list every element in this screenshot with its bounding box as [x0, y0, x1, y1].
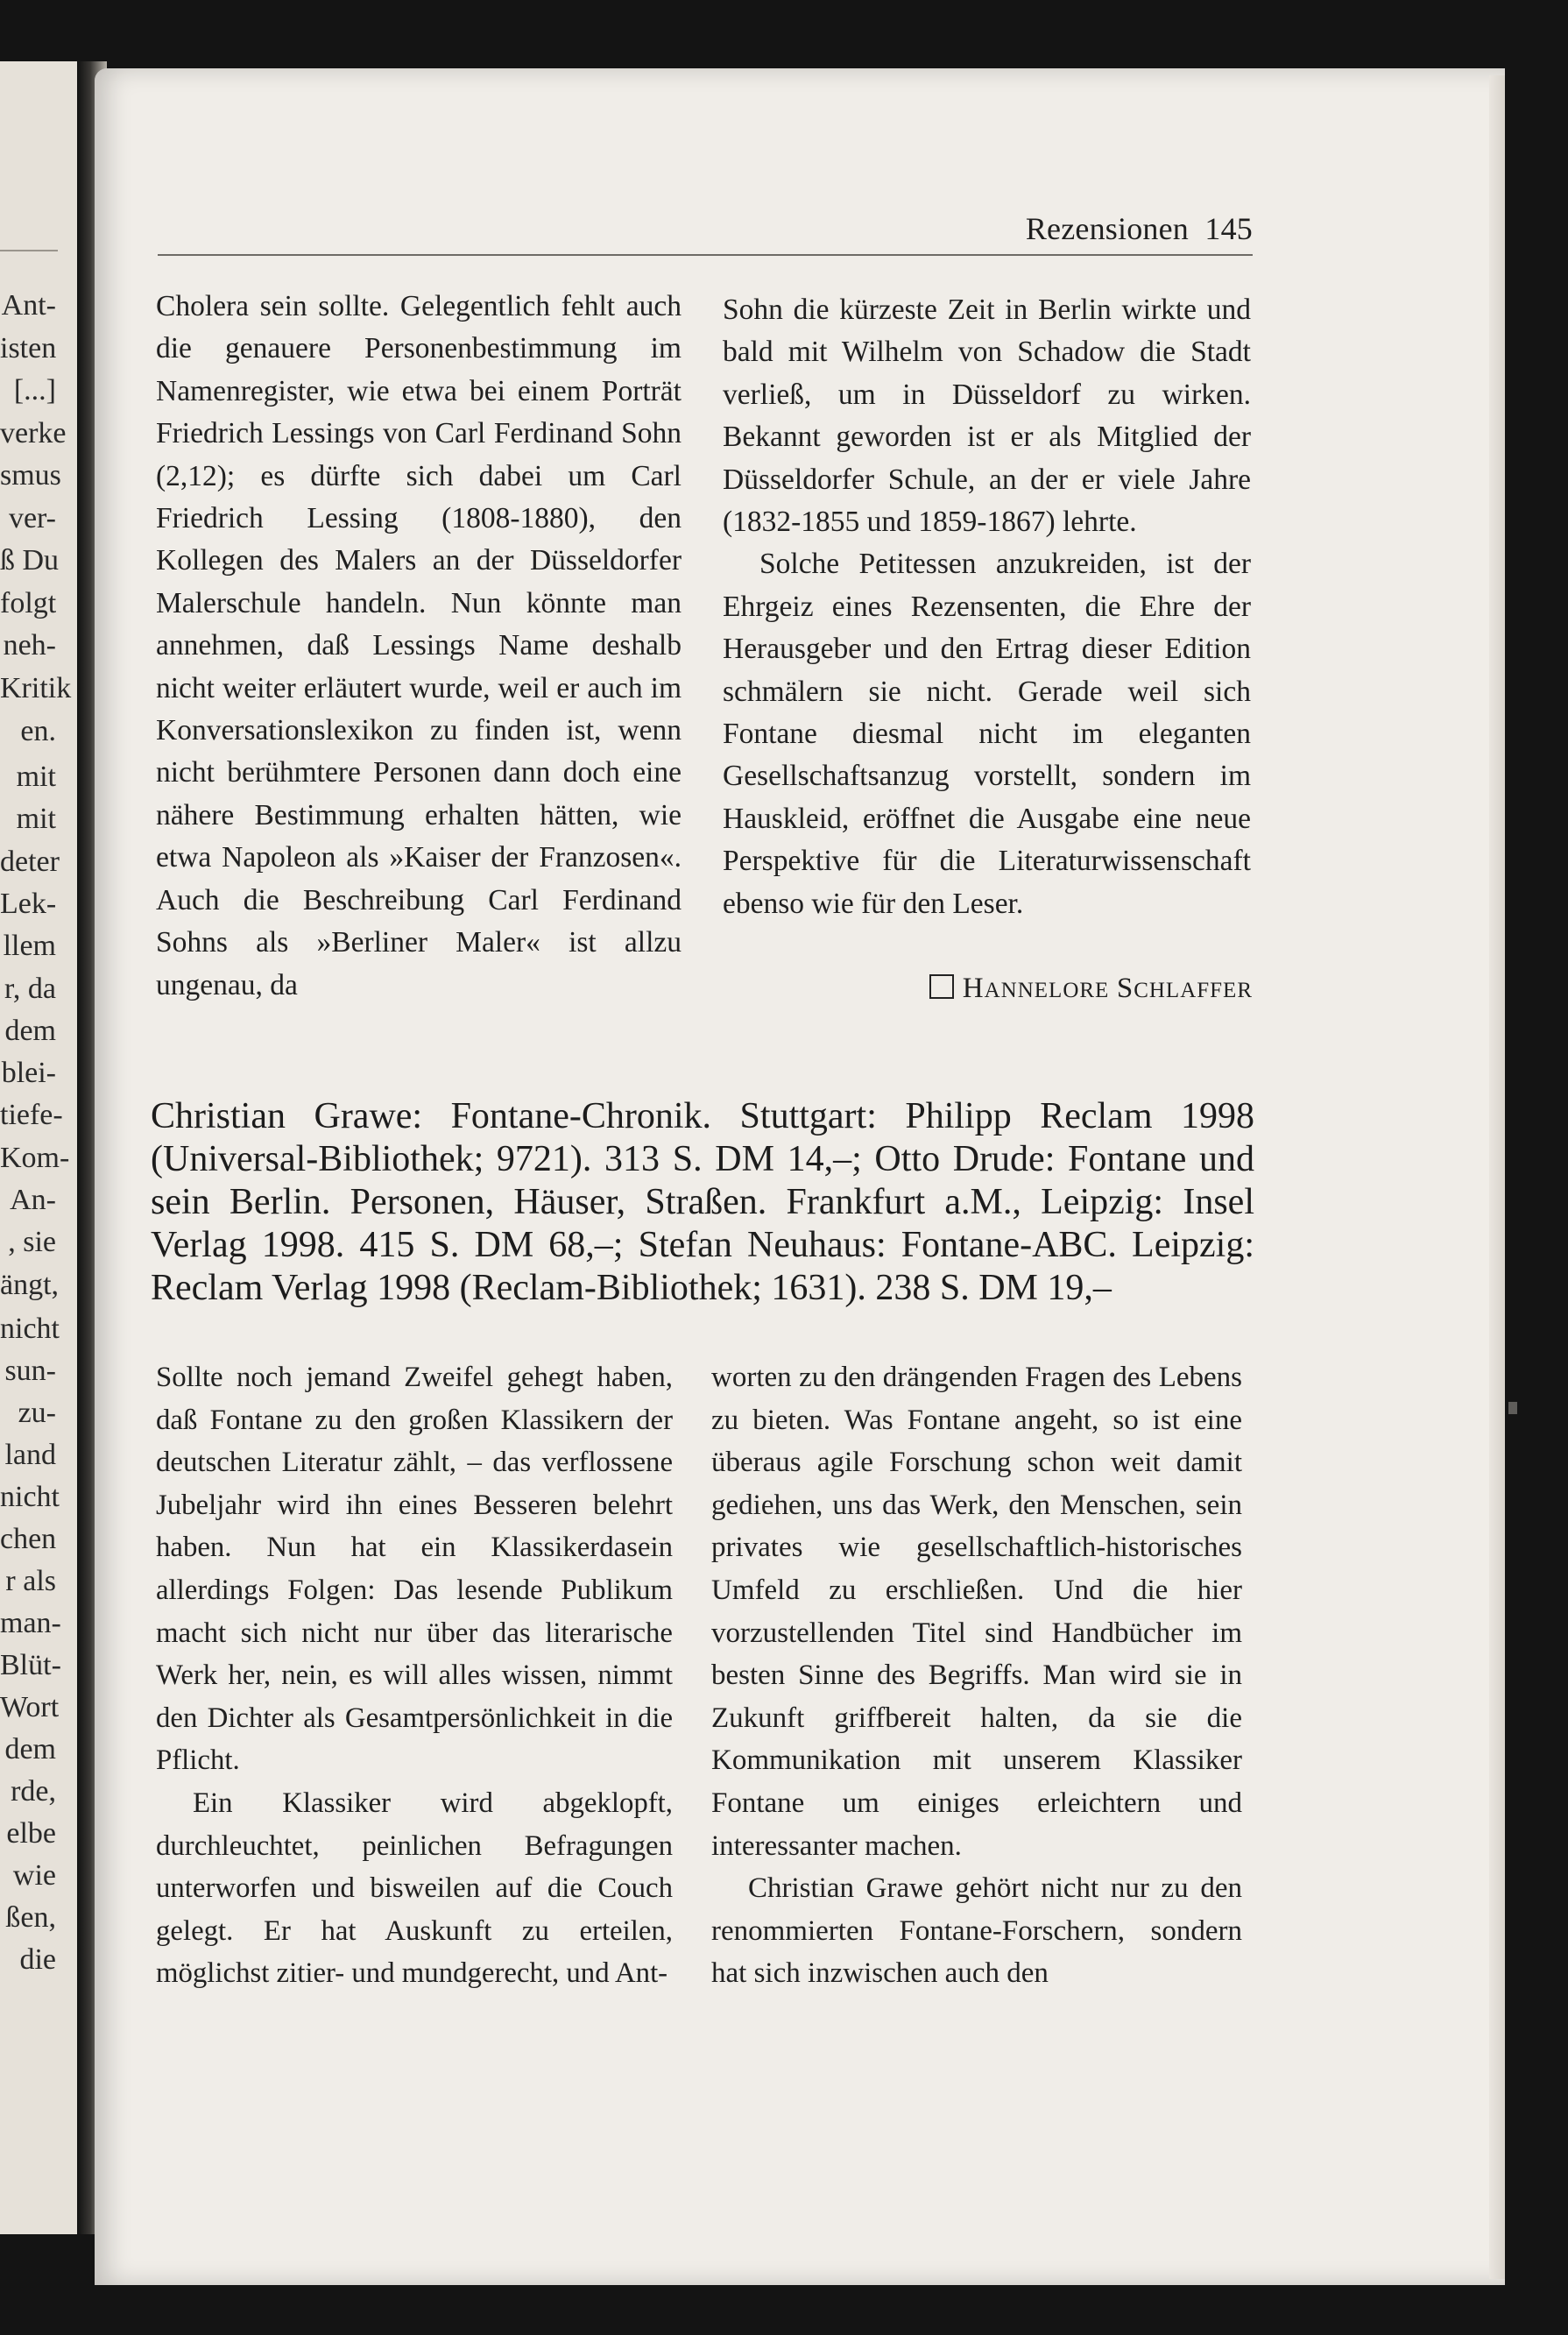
review-2-column-right — [711, 1356, 1242, 1995]
review-2-column-left — [156, 1356, 673, 1995]
previous-page-line-fragment: Kritik — [0, 671, 72, 704]
previous-page-line-fragment: land — [4, 1439, 56, 1471]
previous-page-line-fragment: llem — [3, 930, 56, 963]
previous-page-line-fragment: blei- — [1, 1057, 56, 1090]
previous-page-line-fragment: dem — [4, 1014, 56, 1047]
previous-page-line-fragment: [...] — [13, 374, 56, 407]
review-2-paragraph: worten zu den drängenden Fragen des Lebens zu bieten. Was Fontane angeht, so ist eine überaus agile Forschung schon weit damit gediehen, uns das Werk, den Menschen, sein privates wie gesellschaftlich-historisches Umfeld zu erschließen. Und die hier vorzustellenden Titel sind Handbücher im besten Sinne des Begriffs. Man wird sie in Zukunft griffbereit halten, da sie die Kommunikation mit unserem Klassiker Fontane um einiges erleichtern und interessanter machen. — [711, 1362, 1242, 1862]
previous-page-line-fragment: dem — [4, 1733, 56, 1765]
review-1-paragraph: Sohn die kürzeste Zeit in Berlin wirkte und bald mit Wilhelm von Schadow die Stadt verließ, um in Düsseldorf zu wirken. Bekannt geworden ist er als Mitglied der Düsseldorfer Schule, an der er viele Jahre (1832-1855 und 1859-1867) lehrte. — [723, 294, 1251, 539]
review-1-column-left — [156, 286, 682, 1007]
page-number: 145 — [1204, 211, 1253, 246]
previous-page-line-fragment: , sie — [8, 1226, 56, 1259]
previous-page-line-fragment: Lek- — [0, 887, 57, 920]
page-edge-mark — [1508, 1402, 1517, 1414]
previous-page-line-fragment: ver- — [8, 501, 56, 534]
page-edge — [1489, 75, 1505, 2279]
square-box-icon — [929, 974, 954, 999]
previous-page-line-fragment: man- — [0, 1607, 61, 1639]
previous-page-header-rule — [0, 250, 58, 251]
previous-page-line-fragment: neh- — [3, 629, 56, 662]
previous-page-line-fragment: r als — [5, 1565, 56, 1597]
reviewer-signature — [885, 973, 1253, 1005]
previous-page-line-fragment: die — [19, 1943, 56, 1976]
header-rule — [158, 254, 1253, 256]
previous-page-line-fragment: tiefe- — [0, 1099, 63, 1132]
previous-page-line-fragment: r, da — [4, 972, 56, 1005]
previous-page-line-fragment: elbe — [6, 1817, 56, 1850]
previous-page-line-fragment: wie — [12, 1859, 56, 1892]
previous-page-line-fragment: ß Du — [0, 544, 60, 577]
previous-page-line-fragment: verke — [0, 416, 67, 449]
previous-page-line-fragment: mit — [16, 761, 56, 793]
previous-page-line-fragment: nicht — [0, 1313, 60, 1345]
previous-page-line-fragment: sun- — [4, 1355, 56, 1387]
review-1-column-right — [723, 289, 1251, 925]
review-1-paragraph: Cholera sein sollte. Gelegentlich fehlt auch die genauere Personenbestimmung im Namenregister, wie etwa bei einem Porträt Friedrich Lessings von Carl Ferdinand Sohn (2,12); es dürfte sich dabei um Carl Friedrich Lessing (1808-1880), den Kollegen des Malers an der Düsseldorfer Malerschule handeln. Nun könnte man annehmen, daß Lessings Name deshalb nicht weiter erläutert wurde, weil er auch im Konversationslexikon zu finden ist, wenn nicht berühmtere Personen dann doch eine nähere Bestimmung erhalten hätten, wie etwa Napoleon als »Kaiser der Franzosen«. Auch die Beschreibung Carl Ferdinand Sohns als »Berliner Maler« ist allzu ungenau, da — [156, 290, 682, 1001]
previous-page-line-fragment: folgt — [0, 586, 57, 619]
previous-page-line-fragment: ßen, — [5, 1901, 56, 1934]
previous-page-line-fragment: en. — [20, 715, 56, 747]
review-2-paragraph: Ein Klassiker wird abgeklopft, durchleuchtet, peinlichen Befragungen unterworfen und bisweilen auf die Couch gelegt. Er hat Auskunft zu erteilen, möglichst zitier- und mundgerecht, und Ant- — [156, 1787, 673, 1990]
previous-page-line-fragment: deter — [0, 845, 60, 878]
review-2-title: Christian Grawe: Fontane-Chronik. Stuttgart: Philipp Reclam 1998 (Universal-Bibliothek; 9721). 313 S. DM 14,–; Otto Drude: Fontane und sein Berlin. Personen, Häuser, Straßen. Frankfurt a.M., Leipzig: Insel Verlag 1998. 415 S. DM 68,–; Stefan Neuhaus: Fontane-ABC. Leipzig: Reclam Verlag 1998 (Reclam-Bibliothek; 1631). 238 S. DM 19,– — [151, 1096, 1254, 1308]
review-1-paragraph: Solche Petitessen anzukreiden, ist der Ehrgeiz eines Rezensenten, die Ehre der Herausgeber und den Ertrag dieser Edition schmälern sie nicht. Gerade weil sich Fontane diesmal nicht im eleganten Gesellschaftsanzug vorstellt, sondern im Hauskleid, eröffnet die Ausgabe eine neue Perspektive für die Literaturwissenschaft ebenso wie für den Leser. — [723, 548, 1251, 920]
running-title: Rezensionen — [1025, 211, 1189, 246]
previous-page-line-fragment: Wort — [0, 1691, 60, 1723]
previous-page-line-fragment: rde, — [11, 1775, 56, 1808]
running-header — [1007, 210, 1253, 247]
reviewer-name: HANNELORE SCHLAFFER — [962, 973, 1253, 1004]
previous-page-line-fragment: chen — [0, 1523, 57, 1555]
previous-page-line-fragment: Ant- — [1, 289, 56, 322]
review-2-paragraph: Sollte noch jemand Zweifel gehegt haben, daß Fontane zu den großen Klassikern der deutschen Literatur zählt, – das verflossene Jubeljahr wird ihn eines Besseren belehrt haben. Nun hat ein Klassikerdasein allerdings Folgen: Das lesende Publikum macht sich nicht nur über das literarische Werk her, nein, es will alles wissen, nimmt den Dichter als Gesamtpersönlichkeit in die Pflicht. — [156, 1362, 673, 1777]
previous-page-line-fragment: An- — [10, 1184, 56, 1216]
previous-page-line-fragment: Blüt- — [0, 1649, 61, 1681]
previous-page-line-fragment: isten — [0, 331, 57, 364]
previous-page-line-fragment: nicht — [0, 1481, 60, 1513]
previous-page-line-fragment: zu- — [18, 1397, 56, 1429]
previous-page-line-fragment: smus — [0, 459, 61, 492]
previous-page-line-fragment: Kom- — [0, 1141, 70, 1174]
previous-page-line-fragment: mit — [16, 803, 56, 836]
review-2-paragraph: Christian Grawe gehört nicht nur zu den renommierten Fontane-Forschern, sondern hat sich inzwischen auch den — [711, 1872, 1242, 1990]
previous-page-line-fragment: ängt, — [0, 1268, 60, 1301]
